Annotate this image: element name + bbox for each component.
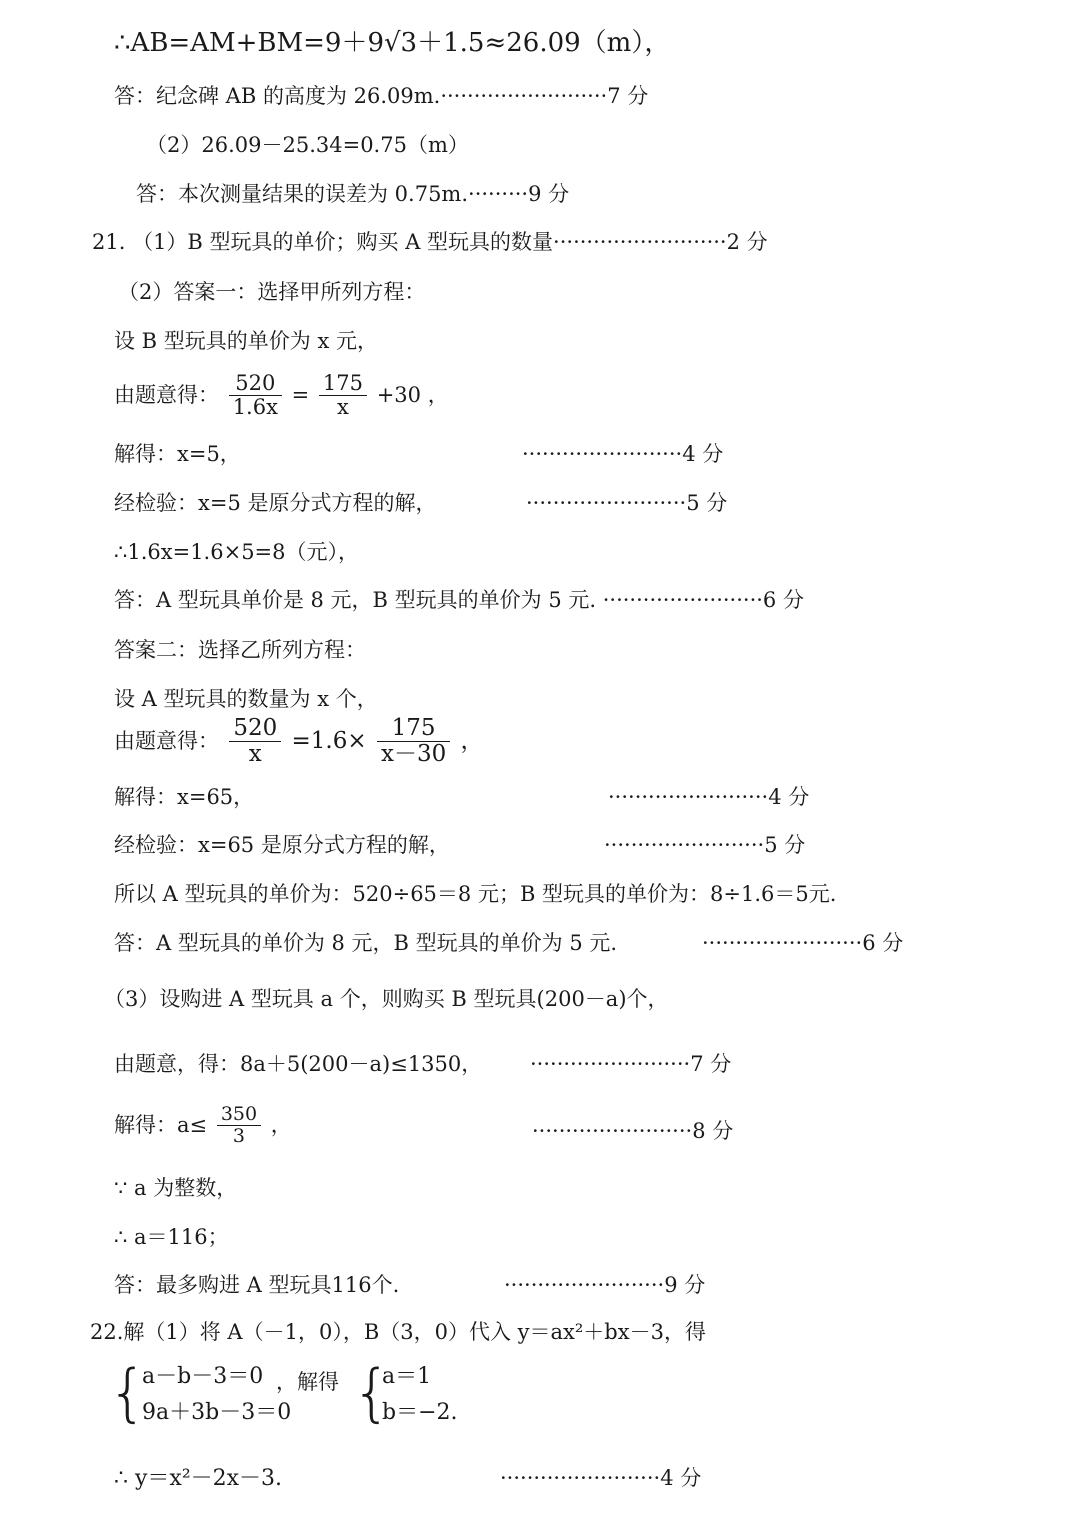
numerator: 520 [229, 372, 282, 396]
points-4-a: ························4 分 [522, 442, 724, 466]
denominator: x－30 [380, 741, 447, 767]
line-q22-setup: 22.解（1）将 A（－1，0），B（3，0）代入 y＝ax²＋bx－3，得 [90, 1320, 706, 1344]
points-5-b: ························5 分 [604, 833, 806, 857]
line-a-116: ∴ a＝116； [114, 1225, 229, 1249]
text: ∴AB=AM+BM=9＋9√3＋1.5≈26.09（m）， [114, 28, 671, 58]
equation-prefix: 由题意得： [114, 729, 219, 753]
result-a: a＝1 [382, 1364, 432, 1389]
line-solve-a [114, 1104, 292, 1147]
points-6-b: ························6 分 [702, 931, 904, 955]
numerator: 175 [377, 716, 450, 742]
line-q21-part1: 21. （1）B 型玩具的单价；购买 A 型玩具的数量··························2 分 [92, 230, 768, 254]
equation-suffix: ， [460, 728, 484, 754]
line-check-x65: 经检验：x=65 是原分式方程的解， [114, 833, 450, 857]
left-brace-icon: { [108, 1356, 148, 1429]
line-answer-error: 答：本次测量结果的误差为 0.75m.·········9 分 [136, 182, 570, 206]
line-equation-2 [114, 716, 484, 767]
solve-prefix: 解得：a≤ [114, 1113, 208, 1137]
line-part2-calc: （2）26.09－25.34=0.75（m） [146, 133, 469, 157]
solve-suffix: ， [270, 1113, 292, 1137]
result-brace-icon: { [352, 1356, 392, 1429]
result-b: b＝−2. [382, 1400, 458, 1425]
denominator: x [248, 741, 262, 767]
numerator: 350 [217, 1104, 261, 1126]
line-let-b-price: 设 B 型玩具的单价为 x 元， [114, 329, 378, 353]
numerator: 175 [319, 372, 367, 396]
system-eq-1: a－b－3＝0 [142, 1364, 264, 1389]
denominator: x [337, 395, 349, 419]
line-part3-setup: （3）设购进 A 型玩具 a 个，则购买 B 型玩具(200－a)个， [104, 987, 669, 1011]
points-8: ························8 分 [532, 1119, 734, 1143]
denominator: 3 [232, 1125, 245, 1147]
line-answer-ab: 答：纪念碑 AB 的高度为 26.09m.·························7 分 [114, 84, 649, 108]
line-solve-x5: 解得：x=5， [114, 442, 241, 466]
line-q21-part2-header: （2）答案一：选择甲所列方程： [118, 280, 426, 304]
line-a-price-calc: ∴1.6x=1.6×5=8（元）， [114, 540, 360, 564]
line-a-integer: ∵ a 为整数， [114, 1176, 238, 1200]
points-7: ························7 分 [530, 1052, 732, 1076]
line-equation-1 [114, 372, 449, 419]
line-answer-3: 答：最多购进 A 型玩具116个. [114, 1273, 400, 1297]
fraction-350-over-3 [217, 1104, 261, 1147]
points-4-c: ························4 分 [500, 1466, 702, 1490]
line-answer-1: 答：A 型玩具单价是 8 元，B 型玩具的单价为 5 元. ························6 分 [114, 588, 804, 612]
fraction-520-over-1.6x [229, 372, 282, 419]
points-9: ························9 分 [504, 1273, 706, 1297]
points-4-b: ························4 分 [608, 785, 810, 809]
system-eq-2: 9a＋3b－3＝0 [142, 1400, 292, 1425]
fraction-175-over-x [319, 372, 367, 419]
fraction-175-over-x-30 [377, 716, 450, 767]
line-inequality: 由题意，得：8a＋5(200－a)≤1350， [114, 1052, 483, 1076]
denominator: 1.6x [232, 395, 278, 419]
line-solve-x65: 解得：x=65， [114, 785, 255, 809]
fraction-520-over-x [229, 716, 281, 767]
equation-system [104, 1358, 524, 1438]
line-prices-calc: 所以 A 型玩具的单价为：520÷65＝8 元；B 型玩具的单价为：8÷1.6＝5元. [114, 882, 837, 906]
system-solve-word: ，解得 [276, 1370, 339, 1394]
equation-suffix: +30 ， [376, 383, 449, 407]
line-answer-2: 答：A 型玩具的单价为 8 元，B 型玩具的单价为 5 元. [114, 931, 618, 955]
equals-1.6-times: =1.6× [291, 728, 367, 754]
line-ab-height-calc [114, 30, 670, 56]
line-let-a-qty: 设 A 型玩具的数量为 x 个， [114, 687, 378, 711]
line-answer2-header: 答案二：选择乙所列方程： [114, 638, 366, 662]
points-5-a: ························5 分 [526, 491, 728, 515]
equals-sign: = [291, 383, 310, 407]
numerator: 520 [229, 716, 281, 742]
equation-prefix: 由题意得： [114, 383, 219, 407]
line-check-x5: 经检验：x=5 是原分式方程的解， [114, 491, 437, 515]
line-parabola-result: ∴ y＝x²－2x－3. [114, 1466, 283, 1491]
